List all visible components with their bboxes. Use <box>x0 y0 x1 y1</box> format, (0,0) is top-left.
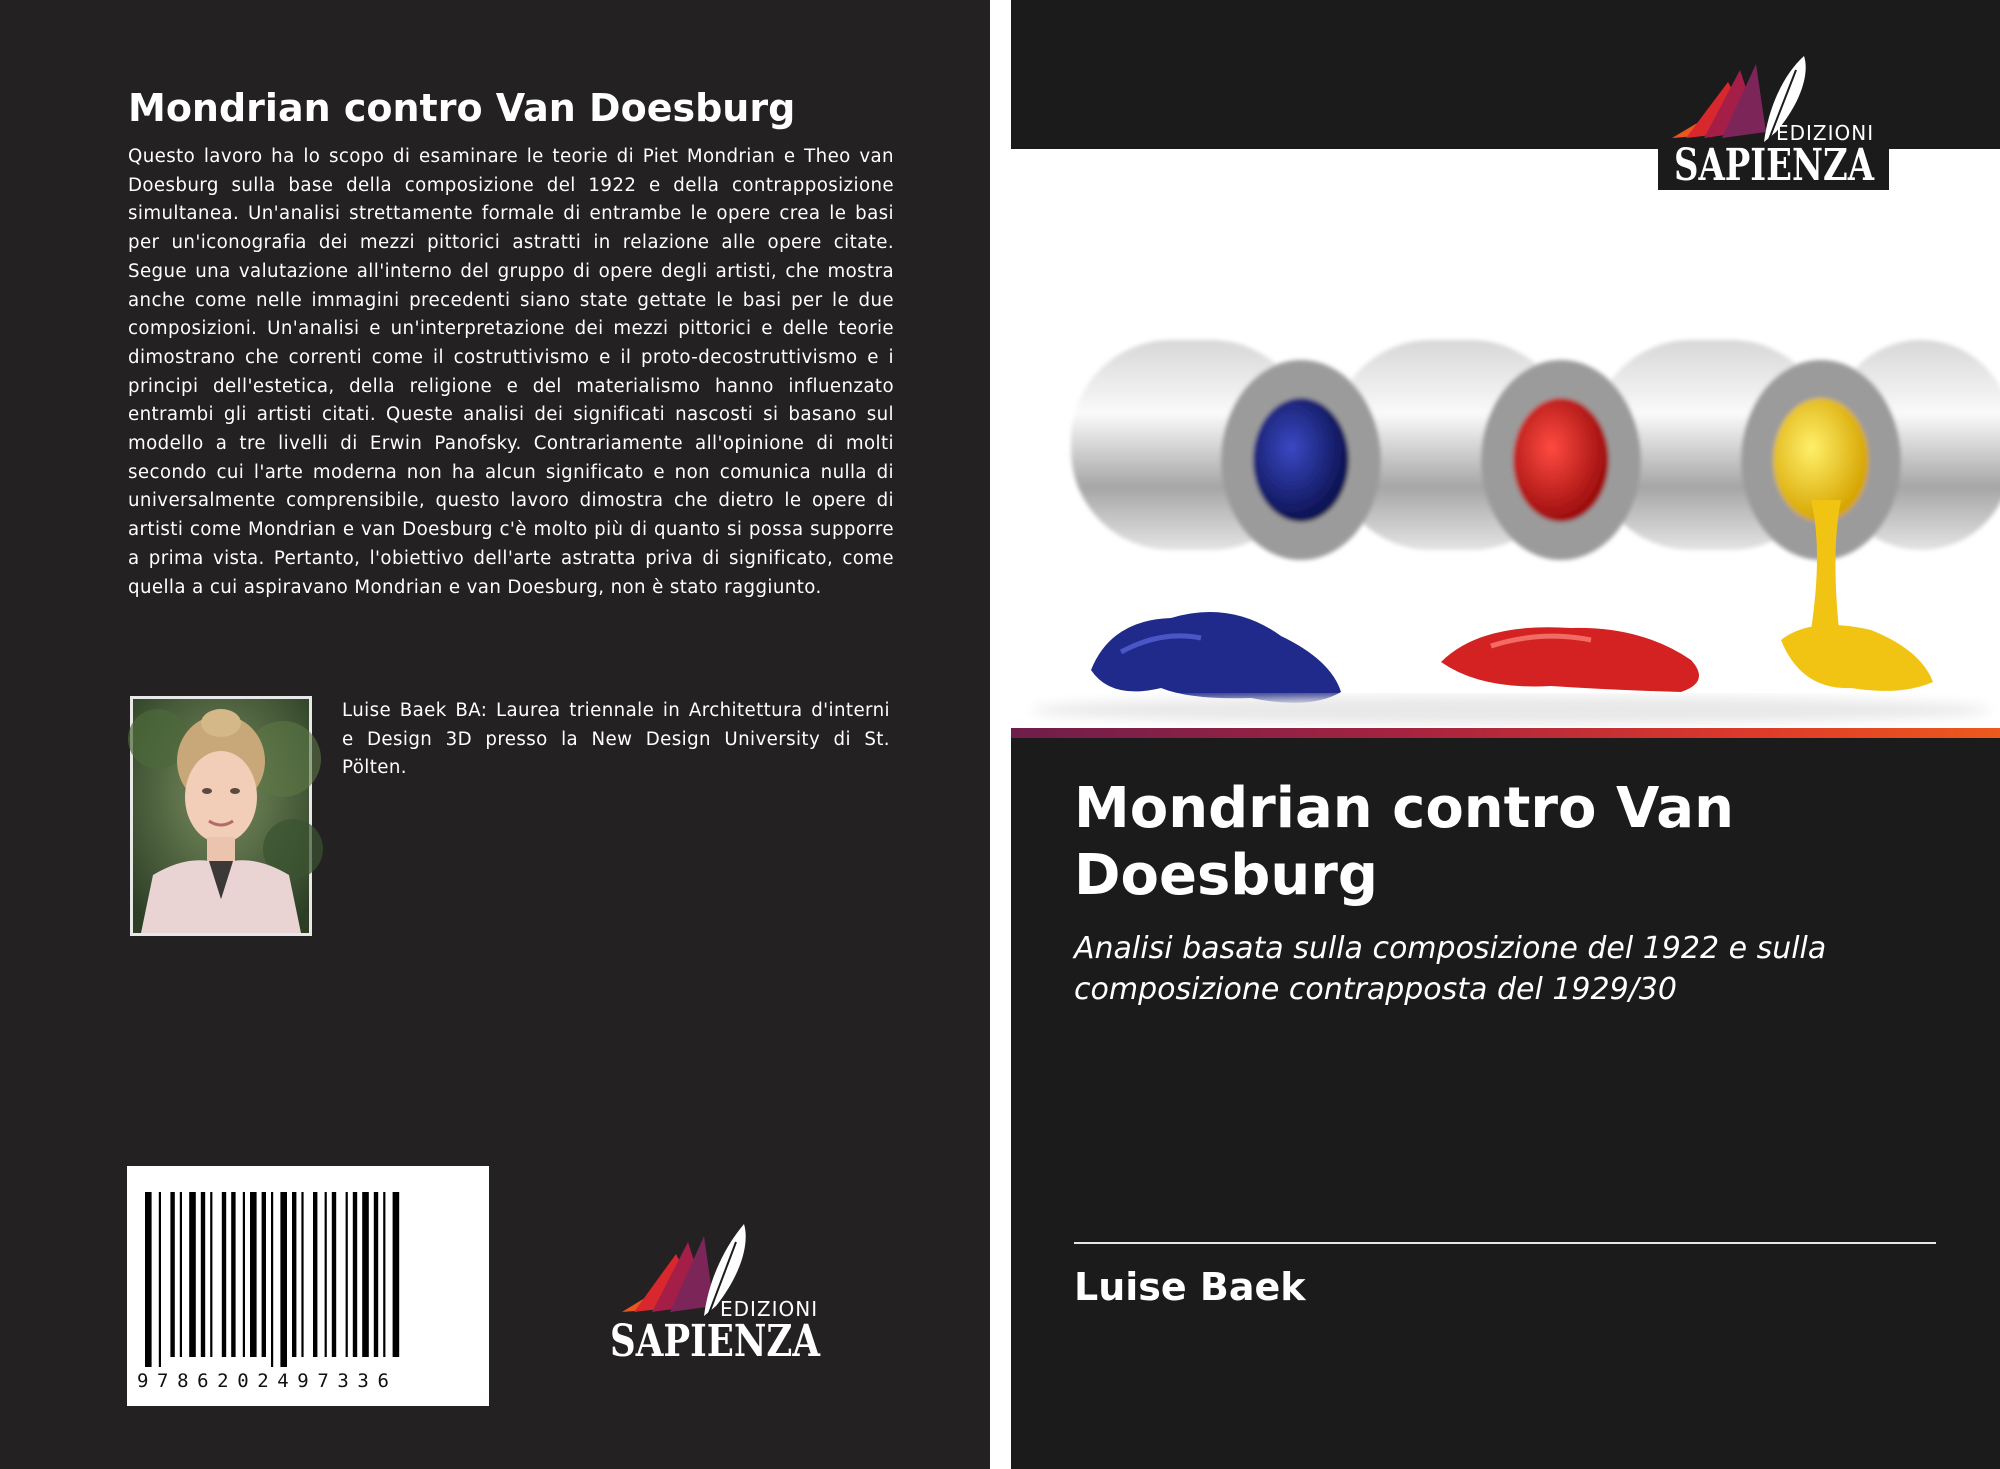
accent-bar <box>1011 728 2000 738</box>
front-cover-title: Mondrian contro Van Doesburg <box>1074 776 1734 908</box>
back-cover-blurb: Questo lavoro ha lo scopo di esaminare le teorie di Piet Mondrian e Theo van Doesburg sulla base della composizione del 1922 e della contrapposizione simultanea. Un'analisi strettamente formale di entrambe le opere crea le basi per un'iconografia dei mezzi pittorici astratti in relazione alle opere citate. Segue una valutazione all'interno del gruppo di opere degli artisti, che mostra anche come nelle immagini precedenti siano state gettate le basi per le due composizioni. Un'analisi e un'interpretazione dei mezzi pittorici e delle teorie dimostrano che correnti come il costruttivismo e il proto-decostruttivismo e i principi dell'estetica, della religione e del materialismo hanno influenzato entrambi gli artisti citati. Queste analisi dei significati nascosti si basano sul modello a tre livelli di Erwin Panofsky. Contrariamente all'opinione di molti secondo cui l'arte moderna non ha alcun significato e non comunica nulla di universalmente comprensibile, questo lavoro dimostra che dietro le opere di artisti come Mondrian e van Doesburg c'è molto più di quanto si possa supporre a prima vista. Pertanto, l'obiettivo dell'arte astratta priva di significato, come quella a cui aspiravano Mondrian e van Doesburg, non è stato raggiunto. <box>128 146 894 598</box>
author-bio: Luise Baek BA: Laurea triennale in Architettura d'interni e Design 3D presso la New Design University di St. Pölten. <box>342 700 890 779</box>
back-cover <box>0 0 990 1469</box>
author-portrait-image <box>133 699 309 933</box>
barcode <box>145 1192 471 1367</box>
publisher-name: SAPIENZA <box>1674 140 1875 191</box>
front-cover-author: Luise Baek <box>1074 1265 1306 1309</box>
isbn-barcode <box>127 1166 489 1406</box>
paint-tubes-photo <box>1011 300 2000 728</box>
back-cover-title: Mondrian contro Van Doesburg <box>128 86 796 130</box>
publisher-logo-back <box>604 1224 826 1367</box>
spine-gap <box>990 0 1011 1469</box>
barcode-digits: 9786202497336 <box>137 1370 398 1392</box>
publisher-imprint: EDIZIONI <box>1776 121 1875 145</box>
divider <box>1074 1242 1936 1244</box>
front-cover-subtitle: Analisi basata sulla composizione del 1922 e sulla composizione contrapposta del 1929/30 <box>1074 931 1827 1007</box>
publisher-imprint: EDIZIONI <box>720 1297 819 1321</box>
publisher-name: SAPIENZA <box>610 1316 821 1367</box>
author-portrait <box>130 696 312 936</box>
publisher-logo-front <box>1658 54 1889 190</box>
front-cover <box>1011 0 2000 1469</box>
